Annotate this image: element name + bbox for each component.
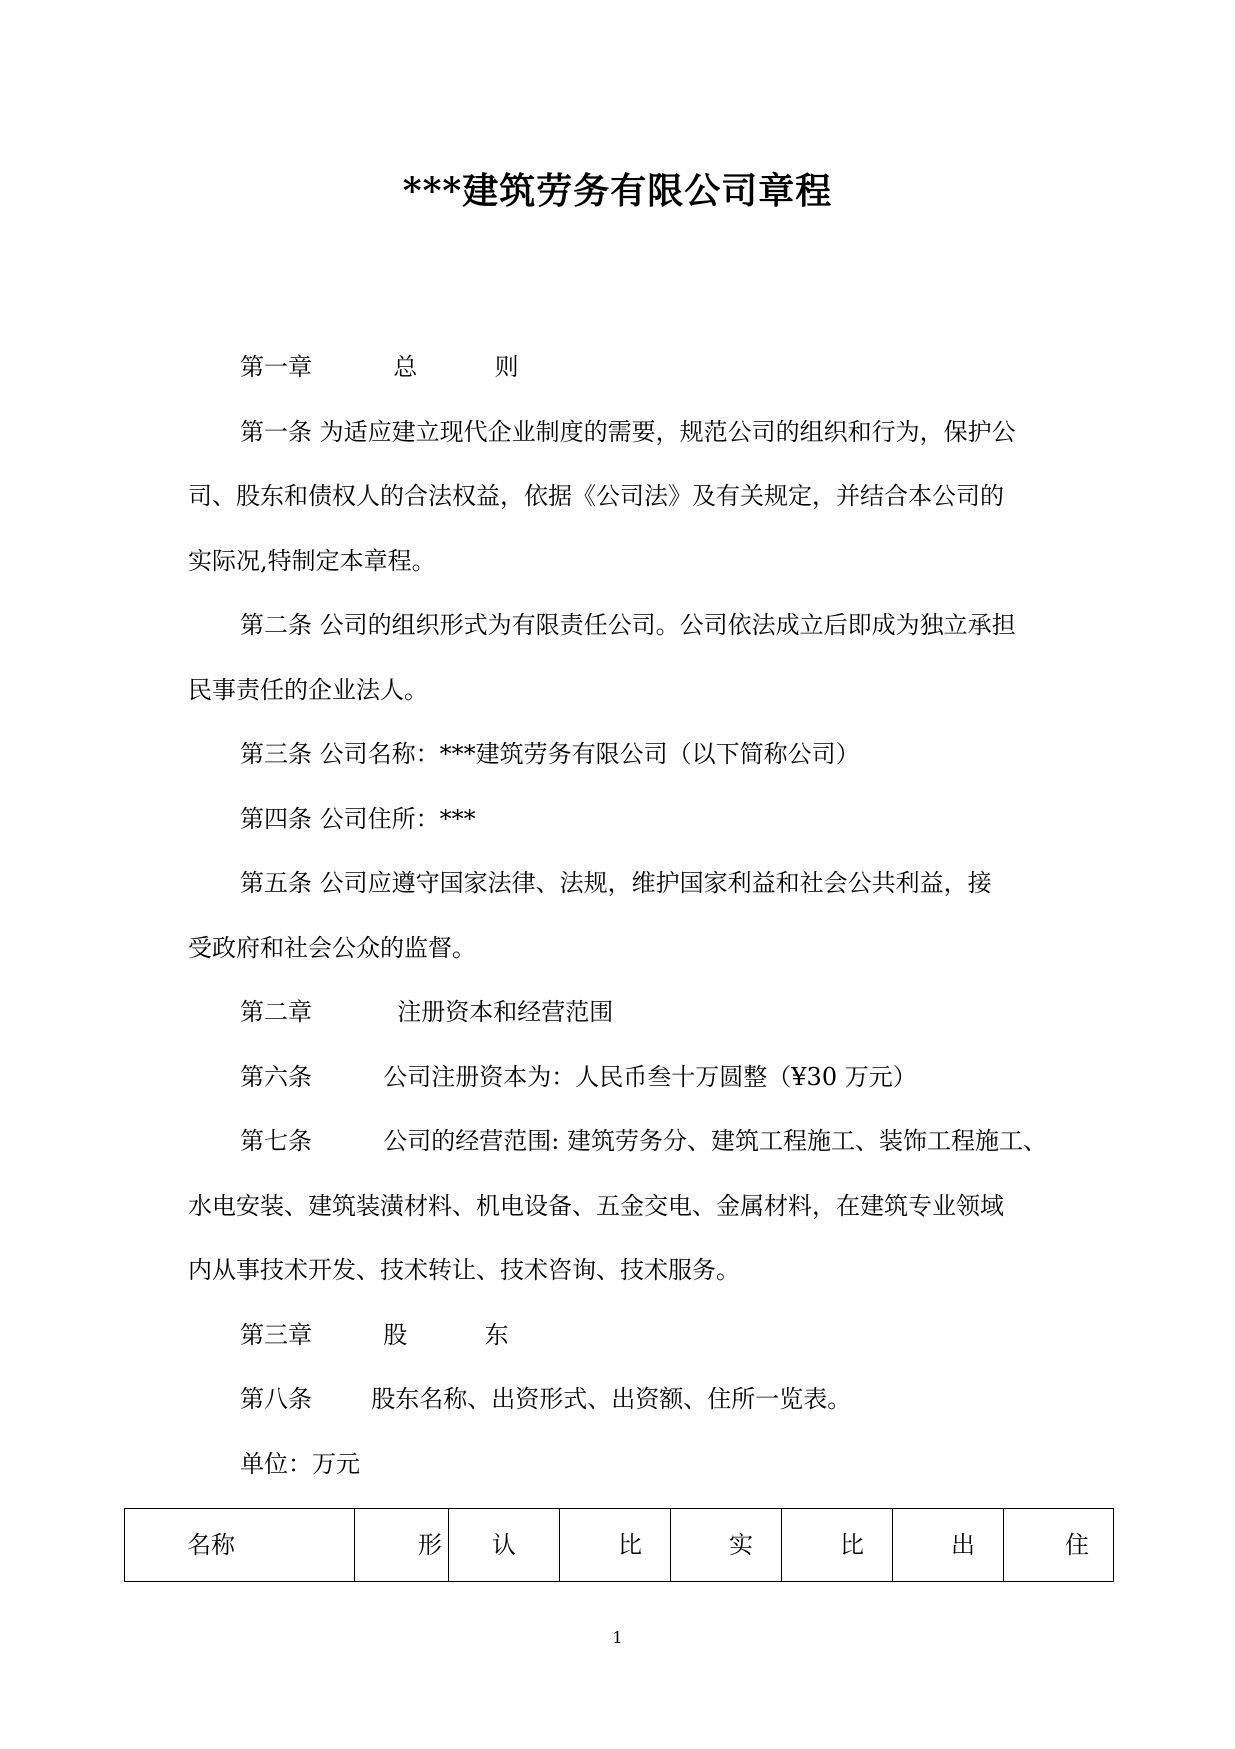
chapter-3-number: 第三章 [240, 1321, 312, 1349]
article-8-number: 第八条 [240, 1385, 312, 1413]
article-3: 第三条 公司名称：***建筑劳务有限公司（以下简称公司） [240, 740, 860, 768]
chapter-3-title-char-1: 股 [383, 1321, 408, 1349]
article-1-line-3: 实际况,特制定本章程。 [188, 547, 436, 575]
chapter-2-title: 注册资本和经营范围 [397, 998, 614, 1026]
article-6-number: 第六条 [240, 1063, 312, 1091]
article-4: 第四条 公司住所：*** [240, 805, 476, 833]
chapter-3-heading [240, 1320, 509, 1350]
article-7-line-3: 内从事技术开发、技术转让、技术咨询、技术服务。 [188, 1256, 740, 1284]
chapter-1-number: 第一章 [240, 353, 312, 381]
article-1-line-2: 司、股东和债权人的合法权益，依据《公司法》及有关规定，并结合本公司的 [188, 482, 1004, 510]
table-header-contribution: 出 [892, 1509, 1003, 1581]
chapter-2-number: 第二章 [240, 998, 312, 1026]
article-6-text: 公司注册资本为：人民币叁十万圆整（¥30 万元） [383, 1063, 917, 1091]
article-5-line-2: 受政府和社会公众的监督。 [188, 934, 476, 962]
chapter-1-title-char-1: 总 [393, 353, 418, 381]
table-header-ratio-2: 比 [781, 1509, 892, 1581]
shareholder-table [124, 1508, 1114, 1582]
table-header-address: 住 [1003, 1509, 1113, 1581]
article-7-number: 第七条 [240, 1127, 312, 1155]
chapter-1-title-char-2: 则 [494, 353, 519, 381]
table-header-subscribed: 认 [448, 1509, 559, 1581]
document-title: ***建筑劳务有限公司章程 [402, 170, 833, 212]
article-8 [240, 1384, 851, 1414]
article-6 [240, 1062, 917, 1092]
chapter-3-title-char-2: 东 [484, 1321, 509, 1349]
article-7-text: 公司的经营范围: 建筑劳务分、建筑工程施工、装饰工程施工、 [383, 1127, 1047, 1155]
table-header-paid: 实 [670, 1509, 781, 1581]
article-2-line-1: 第二条 公司的组织形式为有限责任公司。公司依法成立后即成为独立承担 [240, 611, 1016, 639]
article-2-line-2: 民事责任的企业法人。 [188, 676, 428, 704]
article-1-line-1: 第一条 为适应建立现代企业制度的需要，规范公司的组织和行为，保护公 [240, 418, 1016, 446]
chapter-1-heading [240, 352, 519, 382]
table-header-form: 形 [354, 1509, 448, 1581]
article-8-text: 股东名称、出资形式、出资额、住所一览表。 [371, 1385, 852, 1413]
table-header-name: 名称 [187, 1531, 235, 1559]
article-5-line-1: 第五条 公司应遵守国家法律、法规，维护国家利益和社会公共利益，接 [240, 869, 992, 897]
chapter-2-heading [240, 997, 613, 1027]
page-number: 1 [612, 1628, 623, 1647]
article-7-line-2: 水电安装、建筑装潢材料、机电设备、五金交电、金属材料，在建筑专业领域 [188, 1192, 1004, 1220]
table-unit-label: 单位：万元 [240, 1450, 360, 1478]
table-header-ratio-1: 比 [559, 1509, 670, 1581]
article-7-line-1 [240, 1126, 1047, 1156]
